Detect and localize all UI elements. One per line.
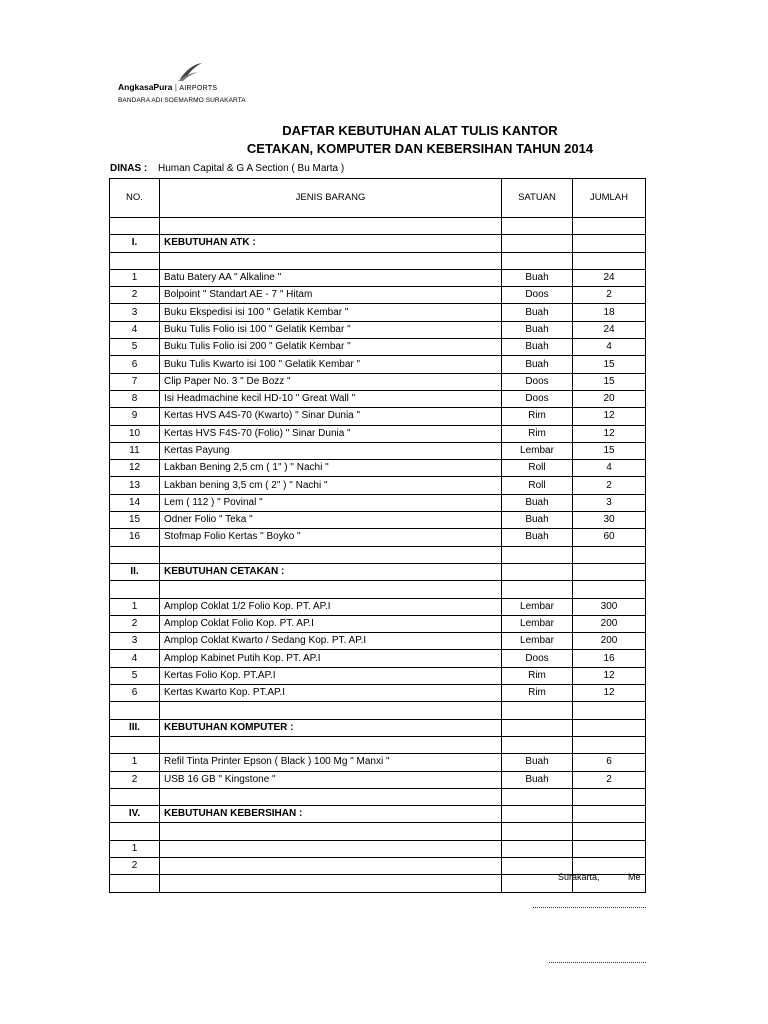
header-no: NO. [110, 179, 160, 218]
item-quantity [573, 546, 646, 563]
item-unit: Rim [502, 685, 573, 702]
item-unit [502, 719, 573, 736]
item-unit: Lembar [502, 598, 573, 615]
row-number [110, 736, 160, 753]
item-quantity: 2 [573, 287, 646, 304]
table-row [110, 252, 646, 269]
item-name: Amplop Coklat Folio Kop. PT. AP.I [160, 615, 502, 632]
item-unit: Buah [502, 339, 573, 356]
logo-brand-name: AngkasaPura [118, 82, 173, 92]
row-number: 2 [110, 287, 160, 304]
item-unit [502, 581, 573, 598]
section-row [110, 806, 646, 823]
item-name: Kertas HVS F4S-70 (Folio) " Sinar Dunia " [160, 425, 502, 442]
signature-place-date [558, 872, 641, 882]
row-number: 2 [110, 615, 160, 632]
row-number [110, 788, 160, 805]
item-name [160, 581, 502, 598]
row-number: 12 [110, 460, 160, 477]
item-name [160, 788, 502, 805]
item-quantity: 16 [573, 650, 646, 667]
table-row [110, 321, 646, 338]
item-name: USB 16 GB " Kingstone " [160, 771, 502, 788]
item-quantity: 15 [573, 373, 646, 390]
item-name: Kertas Kwarto Kop. PT.AP.I [160, 685, 502, 702]
row-number [110, 875, 160, 892]
item-quantity [573, 719, 646, 736]
table-row [110, 615, 646, 632]
item-name: Lakban bening 3,5 cm ( 2" ) " Nachi " [160, 477, 502, 494]
item-quantity: 60 [573, 529, 646, 546]
item-unit: Lembar [502, 633, 573, 650]
item-name: Kertas Folio Kop. PT.AP.I [160, 667, 502, 684]
item-unit [502, 546, 573, 563]
item-quantity [573, 736, 646, 753]
item-name: Buku Tulis Folio isi 100 " Gelatik Kembar " [160, 321, 502, 338]
item-quantity [573, 806, 646, 823]
company-logo [118, 62, 258, 108]
item-name: Batu Batery AA " Alkaline " [160, 269, 502, 286]
row-number: 16 [110, 529, 160, 546]
table-row [110, 633, 646, 650]
table-row [110, 685, 646, 702]
table-row [110, 650, 646, 667]
header-qty: JUMLAH [573, 179, 646, 218]
row-number: 5 [110, 339, 160, 356]
table-row [110, 546, 646, 563]
item-quantity: 18 [573, 304, 646, 321]
item-name [160, 736, 502, 753]
table-row [110, 460, 646, 477]
row-number [110, 546, 160, 563]
table-row [110, 667, 646, 684]
signature-line-2 [549, 962, 646, 963]
item-unit: Buah [502, 529, 573, 546]
item-name: Buku Tulis Kwarto isi 100 " Gelatik Kembar " [160, 356, 502, 373]
item-name: Amplop Coklat Kwarto / Sedang Kop. PT. AP.I [160, 633, 502, 650]
item-name: Odner Folio " Teka " [160, 512, 502, 529]
table-row [110, 702, 646, 719]
section-row [110, 719, 646, 736]
row-number: 1 [110, 598, 160, 615]
item-unit [502, 702, 573, 719]
item-quantity [573, 252, 646, 269]
item-quantity [573, 702, 646, 719]
dinas-label: DINAS : [110, 163, 148, 174]
item-quantity: 4 [573, 339, 646, 356]
item-quantity: 15 [573, 356, 646, 373]
item-name: Refil Tinta Printer Epson ( Black ) 100 Mg " Manxi " [160, 754, 502, 771]
item-quantity: 30 [573, 512, 646, 529]
row-number: 2 [110, 857, 160, 874]
item-name: Stofmap Folio Kertas " Boyko " [160, 529, 502, 546]
document-title-line2: CETAKAN, KOMPUTER DAN KEBERSIHAN TAHUN 2014 [246, 141, 594, 156]
header-item: JENIS BARANG [160, 179, 502, 218]
item-name: Amplop Coklat 1/2 Folio Kop. PT. AP.I [160, 598, 502, 615]
item-unit [502, 218, 573, 235]
item-unit: Roll [502, 460, 573, 477]
item-unit: Buah [502, 304, 573, 321]
table-row [110, 581, 646, 598]
swoosh-logo-icon [176, 62, 204, 82]
table-row [110, 356, 646, 373]
row-number: 3 [110, 304, 160, 321]
table-row [110, 442, 646, 459]
item-unit [502, 840, 573, 857]
item-unit: Buah [502, 771, 573, 788]
row-number: 1 [110, 840, 160, 857]
item-quantity: 12 [573, 425, 646, 442]
row-number: 9 [110, 408, 160, 425]
item-quantity [573, 788, 646, 805]
table-row [110, 771, 646, 788]
item-unit: Doos [502, 650, 573, 667]
item-name: KEBUTUHAN ATK : [160, 235, 502, 252]
item-quantity: 24 [573, 321, 646, 338]
item-unit [502, 736, 573, 753]
item-name: Buku Ekspedisi isi 100 " Gelatik Kembar " [160, 304, 502, 321]
section-row [110, 235, 646, 252]
dinas-line [110, 163, 344, 174]
section-row [110, 563, 646, 580]
item-name: Bolpoint " Standart AE - 7 " Hitam [160, 287, 502, 304]
item-unit: Buah [502, 494, 573, 511]
item-name [160, 840, 502, 857]
item-name: KEBUTUHAN CETAKAN : [160, 563, 502, 580]
item-name [160, 875, 502, 892]
row-number [110, 702, 160, 719]
row-number: 4 [110, 321, 160, 338]
item-name [160, 546, 502, 563]
table-row [110, 494, 646, 511]
table-row [110, 788, 646, 805]
header-unit: SATUAN [502, 179, 573, 218]
item-unit: Rim [502, 425, 573, 442]
item-quantity: 24 [573, 269, 646, 286]
item-quantity [573, 563, 646, 580]
item-unit: Buah [502, 269, 573, 286]
item-unit: Buah [502, 512, 573, 529]
item-quantity [573, 235, 646, 252]
item-name: KEBUTUHAN KEBERSIHAN : [160, 806, 502, 823]
item-quantity [573, 218, 646, 235]
item-quantity: 200 [573, 615, 646, 632]
item-name: Lem ( 112 ) " Povinal " [160, 494, 502, 511]
row-number: III. [110, 719, 160, 736]
row-number: II. [110, 563, 160, 580]
item-unit [502, 252, 573, 269]
item-name: Kertas Payung [160, 442, 502, 459]
item-unit: Rim [502, 408, 573, 425]
item-quantity: 2 [573, 771, 646, 788]
item-quantity: 15 [573, 442, 646, 459]
item-name [160, 702, 502, 719]
item-quantity [573, 581, 646, 598]
row-number: 6 [110, 356, 160, 373]
item-quantity: 4 [573, 460, 646, 477]
item-name: Lakban Bening 2,5 cm ( 1" ) " Nachi " [160, 460, 502, 477]
row-number: 15 [110, 512, 160, 529]
item-quantity: 12 [573, 667, 646, 684]
row-number: 8 [110, 390, 160, 407]
item-unit [502, 823, 573, 840]
item-quantity: 3 [573, 494, 646, 511]
item-unit: Buah [502, 321, 573, 338]
item-unit: Lembar [502, 442, 573, 459]
row-number [110, 218, 160, 235]
table-row [110, 390, 646, 407]
item-quantity [573, 823, 646, 840]
signature-line-1 [533, 907, 646, 908]
table-header-row [110, 179, 646, 218]
logo-separator: | [174, 82, 177, 92]
item-name: Isi Headmachine kecil HD-10 " Great Wall " [160, 390, 502, 407]
item-unit [502, 235, 573, 252]
logo-airports: AIRPORTS [179, 85, 218, 92]
item-quantity: 12 [573, 685, 646, 702]
table-row [110, 512, 646, 529]
table-row [110, 269, 646, 286]
table-row [110, 477, 646, 494]
table-row [110, 529, 646, 546]
table-row [110, 736, 646, 753]
table-row [110, 408, 646, 425]
row-number: 3 [110, 633, 160, 650]
row-number [110, 252, 160, 269]
row-number: 14 [110, 494, 160, 511]
row-number [110, 823, 160, 840]
table-row [110, 287, 646, 304]
table-row [110, 754, 646, 771]
item-name: Clip Paper No. 3 " De Bozz " [160, 373, 502, 390]
row-number: 1 [110, 269, 160, 286]
item-quantity [573, 840, 646, 857]
item-quantity: 12 [573, 408, 646, 425]
item-unit: Buah [502, 754, 573, 771]
item-name [160, 857, 502, 874]
row-number: 11 [110, 442, 160, 459]
item-unit: Lembar [502, 615, 573, 632]
item-unit: Doos [502, 373, 573, 390]
row-number: 2 [110, 771, 160, 788]
logo-brand [118, 82, 217, 92]
item-name: Kertas HVS A4S-70 (Kwarto) " Sinar Dunia " [160, 408, 502, 425]
signature-month: Me [628, 872, 641, 882]
row-number: 5 [110, 667, 160, 684]
item-unit: Doos [502, 390, 573, 407]
item-unit: Roll [502, 477, 573, 494]
document-title-line1: DAFTAR KEBUTUHAN ALAT TULIS KANTOR [282, 123, 558, 138]
row-number: IV. [110, 806, 160, 823]
item-quantity: 300 [573, 598, 646, 615]
needs-table [109, 178, 646, 893]
table-row [110, 425, 646, 442]
dinas-value: Human Capital & G A Section ( Bu Marta ) [158, 163, 345, 174]
item-unit [502, 788, 573, 805]
item-unit: Doos [502, 287, 573, 304]
row-number: I. [110, 235, 160, 252]
row-number [110, 581, 160, 598]
signature-city: Surakarta, [558, 872, 600, 882]
table-row [110, 373, 646, 390]
table-row [110, 339, 646, 356]
table-row [110, 598, 646, 615]
item-name: Amplop Kabinet Putih Kop. PT. AP.I [160, 650, 502, 667]
item-quantity: 2 [573, 477, 646, 494]
item-quantity: 20 [573, 390, 646, 407]
row-number: 6 [110, 685, 160, 702]
table-row [110, 840, 646, 857]
table-row [110, 823, 646, 840]
item-name: Buku Tulis Folio isi 200 " Gelatik Kembar " [160, 339, 502, 356]
row-number: 13 [110, 477, 160, 494]
row-number: 1 [110, 754, 160, 771]
item-unit [502, 806, 573, 823]
item-name [160, 218, 502, 235]
logo-subtitle: BANDARA ADI SOEMARMO SURAKARTA [118, 97, 246, 104]
item-quantity: 6 [573, 754, 646, 771]
row-number: 7 [110, 373, 160, 390]
item-name: KEBUTUHAN KOMPUTER : [160, 719, 502, 736]
item-unit [502, 563, 573, 580]
item-name [160, 252, 502, 269]
table-row [110, 304, 646, 321]
table-row [110, 218, 646, 235]
row-number: 10 [110, 425, 160, 442]
item-unit: Rim [502, 667, 573, 684]
item-quantity: 200 [573, 633, 646, 650]
item-unit: Buah [502, 356, 573, 373]
row-number: 4 [110, 650, 160, 667]
item-name [160, 823, 502, 840]
